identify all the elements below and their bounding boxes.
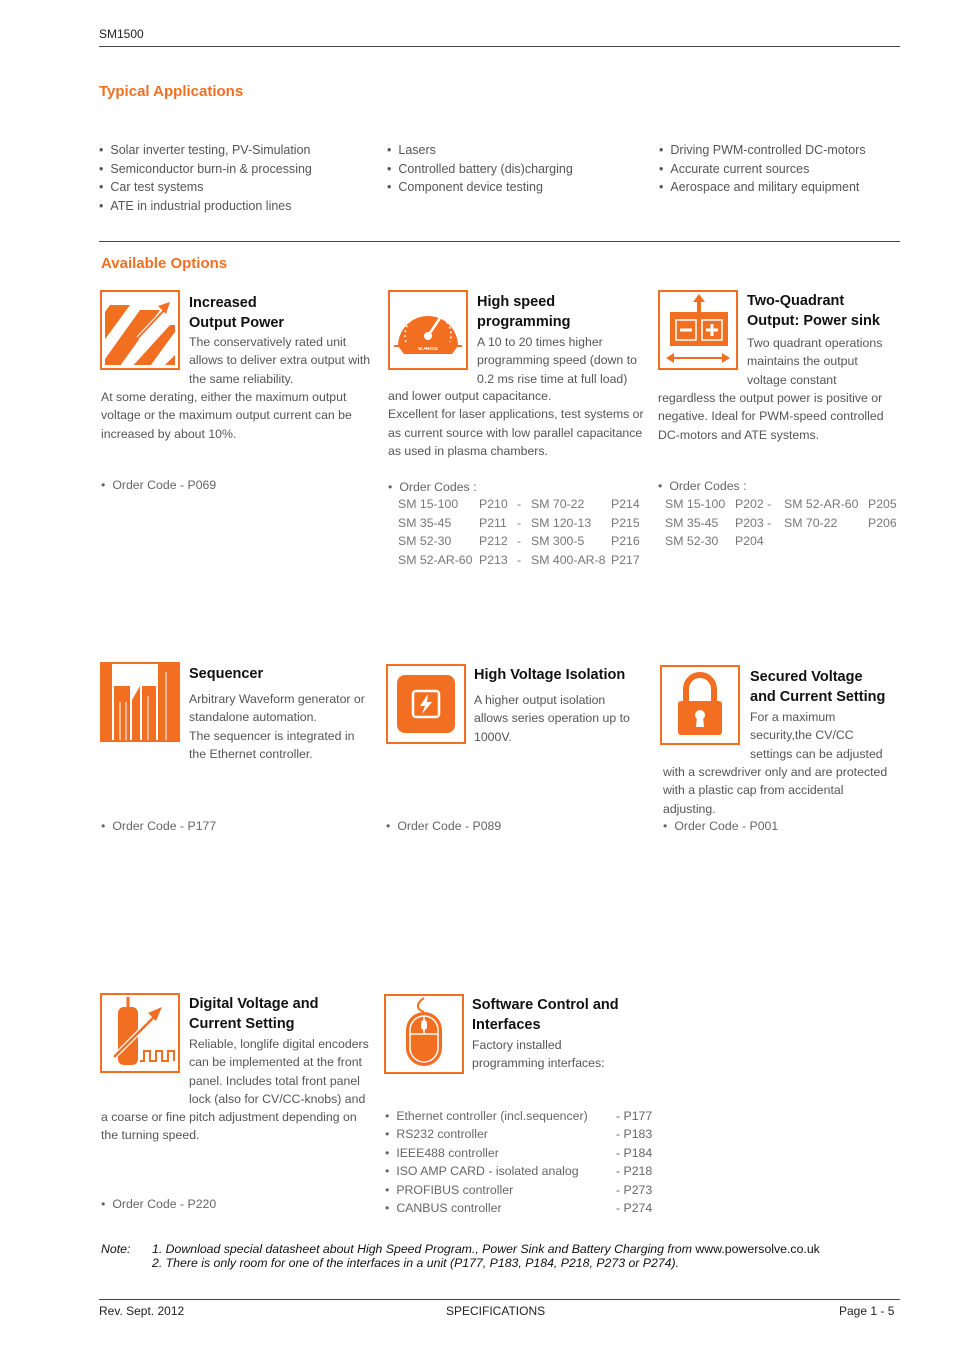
list-item <box>385 1164 655 1182</box>
code-cell: P217 <box>611 552 640 567</box>
high-speed-text-bottom <box>388 387 653 460</box>
text-line: allows to deliver extra output with <box>189 353 371 368</box>
digital-title <box>189 994 318 1034</box>
battery-sink-icon <box>658 290 738 370</box>
two-quadrant-title <box>747 291 880 331</box>
high-speed-title <box>477 292 570 332</box>
code-cell: P205 <box>868 497 897 511</box>
title-line: Interfaces <box>472 1017 541 1033</box>
title-line: Increased <box>189 295 257 311</box>
available-options-title: Available Options <box>101 255 228 272</box>
text-line: Two quadrant operations <box>747 336 883 350</box>
list-item <box>385 1109 655 1127</box>
model-cell <box>784 534 868 553</box>
title-line: Software Control and <box>472 997 619 1013</box>
table-row <box>398 497 640 516</box>
code-cell: P210 <box>479 497 508 511</box>
title-line: Two-Quadrant <box>747 293 845 309</box>
footer-rule <box>99 1299 900 1300</box>
text-line: security,the CV/CC <box>750 728 854 743</box>
high-speed-codes-table <box>398 497 640 571</box>
note-line-2: 2. There is only room for one of the interfaces in a unit (P177, P183, P184, P218, P273 or P274). <box>152 1256 680 1270</box>
header-rule <box>99 46 900 47</box>
code-cell: P203 - <box>735 515 772 530</box>
interface-code: - P274 <box>616 1200 653 1215</box>
secured-order-code: • Order Code - P001 <box>663 819 778 833</box>
text-line: standalone automation. <box>189 710 317 725</box>
list-item: • Solar inverter testing, PV-Simulation <box>99 141 312 160</box>
list-item <box>385 1201 655 1219</box>
dash-cell: - <box>517 552 522 567</box>
interface-code: - P183 <box>616 1127 653 1142</box>
code-cell: P213 <box>479 552 508 567</box>
table-row <box>665 516 897 535</box>
interface-code: - P273 <box>616 1182 653 1197</box>
model-cell: SM 70-22 <box>784 515 838 530</box>
code-cell: P204 <box>735 534 764 548</box>
interface-code: - P184 <box>616 1145 653 1160</box>
software-title <box>472 995 619 1035</box>
text-line: The conservatively rated unit <box>189 335 347 349</box>
software-text <box>472 1036 652 1073</box>
title-line: Output: Power sink <box>747 313 880 329</box>
increased-output-title <box>189 293 284 333</box>
hv-isolation-order-code: • Order Code - P089 <box>386 819 501 833</box>
output-power-icon <box>100 290 180 370</box>
list-item <box>385 1127 655 1145</box>
text-line: For a maximum <box>750 710 836 724</box>
high-speed-order-codes-label: • Order Codes : <box>388 480 477 494</box>
increased-output-text-top <box>189 333 379 388</box>
model-header: SM1500 <box>99 27 144 41</box>
text-line: Factory installed <box>472 1038 562 1052</box>
digital-order-code: • Order Code - P220 <box>101 1197 216 1211</box>
list-item: • Aerospace and military equipment <box>659 178 866 197</box>
list-item: • Lasers <box>387 141 573 160</box>
footer-revision: Rev. Sept. 2012 <box>99 1304 185 1318</box>
applications-list-3 <box>659 141 866 197</box>
code-cell: P202 - <box>735 497 772 511</box>
title-line: High speed <box>477 294 556 310</box>
mouse-icon <box>384 994 464 1074</box>
model-cell: SM 70-22 <box>531 497 585 511</box>
text-line: and lower output capacitance. <box>388 389 552 403</box>
two-quadrant-text-bottom <box>658 389 903 444</box>
text-line: adjusting. <box>663 801 716 816</box>
text-line: negative. Ideal for PWM-speed controlled <box>658 409 884 424</box>
text-line: 1000V. <box>474 729 512 744</box>
text-line: can be implemented at the front <box>189 1055 362 1070</box>
sequencer-order-code: • Order Code - P177 <box>101 819 216 833</box>
dash-cell: - <box>517 534 522 548</box>
list-item: • ATE in industrial production lines <box>99 197 312 216</box>
model-cell: SM 400-AR-8 <box>531 552 606 567</box>
footer-title: SPECIFICATIONS <box>446 1304 546 1318</box>
model-cell: SM 35-45 <box>398 515 452 530</box>
increased-output-text-bottom <box>101 388 381 443</box>
interface-label: • RS232 controller <box>385 1127 488 1141</box>
note-text: 1. Download special datasheet about High Speed Program., Power Sink and Battery Charging from <box>152 1242 696 1256</box>
interface-label: • Ethernet controller (incl.sequencer) <box>385 1109 588 1123</box>
text-line: maintains the output <box>747 354 858 369</box>
text-line: Excellent for laser applications, test systems or <box>388 407 644 422</box>
high-voltage-icon <box>386 664 466 744</box>
text-line: with a screwdriver only and are protected <box>663 765 888 779</box>
two-quadrant-order-codes-label: • Order Codes : <box>658 479 747 493</box>
list-item <box>385 1183 655 1201</box>
table-row <box>398 534 640 553</box>
text-line: The sequencer is integrated in <box>189 728 355 743</box>
secured-title <box>750 667 885 707</box>
text-line: At some derating, either the maximum output <box>101 390 347 404</box>
model-cell: SM 15-100 <box>665 497 726 511</box>
code-cell: P215 <box>611 515 640 530</box>
text-line: as used in plasma chambers. <box>388 443 548 458</box>
high-speed-text-top <box>477 333 652 388</box>
code-cell <box>868 534 897 553</box>
interface-code: - P218 <box>616 1164 653 1179</box>
list-item <box>385 1146 655 1164</box>
typical-applications-title: Typical Applications <box>99 83 244 100</box>
text-line: the Ethernet controller. <box>189 746 313 761</box>
interface-label: • PROFIBUS controller <box>385 1183 513 1197</box>
interface-label: • IEEE488 controller <box>385 1146 499 1160</box>
padlock-icon <box>660 665 740 745</box>
hv-isolation-title: High Voltage Isolation <box>474 667 626 683</box>
applications-list-1 <box>99 141 312 215</box>
title-line: programming <box>477 314 571 330</box>
increased-output-order-code: • Order Code - P069 <box>101 478 216 492</box>
code-cell: P206 <box>868 515 897 530</box>
code-cell: P216 <box>611 534 640 548</box>
text-line: increased by about 10%. <box>101 426 237 441</box>
title-line: Output Power <box>189 315 285 331</box>
model-cell: SM 15-100 <box>398 497 459 511</box>
digital-encoder-icon <box>100 993 180 1073</box>
note-line-1 <box>152 1242 820 1256</box>
secured-text-top <box>750 708 900 763</box>
title-line: and Current Setting <box>750 689 886 705</box>
table-row <box>398 516 640 535</box>
model-cell: SM 52-30 <box>665 534 719 548</box>
text-line: settings can be adjusted <box>750 746 883 761</box>
section-rule <box>99 241 900 242</box>
model-cell: SM 52-AR-60 <box>784 497 859 511</box>
sequencer-waveform-icon <box>100 662 180 742</box>
model-cell: SM 120-13 <box>531 515 592 530</box>
digital-text-top <box>189 1035 379 1108</box>
text-line: panel. Includes total front panel <box>189 1073 360 1088</box>
two-quadrant-text-top <box>747 334 897 389</box>
text-line: programming speed (down to <box>477 353 637 368</box>
text-line: as current source with low parallel capacitance <box>388 425 643 440</box>
text-line: the same reliability. <box>189 371 294 386</box>
list-item: • Driving PWM-controlled DC-motors <box>659 141 866 160</box>
text-line: lock (also for CV/CC-knobs) and <box>189 1091 366 1106</box>
interfaces-list <box>385 1109 655 1219</box>
text-line: Arbitrary Waveform generator or <box>189 692 365 706</box>
list-item: • Accurate current sources <box>659 160 866 179</box>
footer-page-number: Page 1 - 5 <box>839 1304 895 1318</box>
interface-label: • CANBUS controller <box>385 1201 502 1215</box>
dash-cell: - <box>517 515 522 530</box>
table-row <box>398 553 640 572</box>
title-line: Secured Voltage <box>750 669 863 685</box>
code-cell: P214 <box>611 497 640 511</box>
text-line: regardless the output power is positive or <box>658 391 883 405</box>
secured-text-bottom <box>663 763 903 818</box>
list-item: • Component device testing <box>387 178 573 197</box>
list-item: • Semiconductor burn-in & processing <box>99 160 312 179</box>
text-line: A 10 to 20 times higher <box>477 335 603 349</box>
text-line: Reliable, longlife digital encoders <box>189 1037 369 1051</box>
text-line: with a plastic cap from accidental <box>663 783 844 798</box>
dash-cell: - <box>517 497 522 511</box>
applications-list-2 <box>387 141 573 197</box>
title-line: Digital Voltage and <box>189 996 319 1012</box>
hv-isolation-text <box>474 691 649 746</box>
speed-gauge-icon <box>388 290 468 370</box>
model-cell: SM 52-30 <box>398 534 452 548</box>
interface-label: • ISO AMP CARD - isolated analog <box>385 1164 579 1178</box>
list-item: • Car test systems <box>99 178 312 197</box>
code-cell: P212 <box>479 534 508 548</box>
sequencer-title: Sequencer <box>189 666 264 682</box>
title-line: Current Setting <box>189 1016 295 1032</box>
model-cell: SM 52-AR-60 <box>398 552 473 567</box>
table-row <box>665 534 897 553</box>
sequencer-text <box>189 690 384 763</box>
text-line: allows series operation up to <box>474 711 630 726</box>
text-line: voltage or the maximum output current can be <box>101 408 352 423</box>
text-line: DC-motors and ATE systems. <box>658 427 820 442</box>
text-line: the turning speed. <box>101 1128 200 1143</box>
text-line: A higher output isolation <box>474 693 606 707</box>
text-line: 0.2 ms rise time at full load) <box>477 371 628 386</box>
code-cell: P211 <box>479 515 507 530</box>
list-item: • Controlled battery (dis)charging <box>387 160 573 179</box>
text-line: voltage constant <box>747 372 837 387</box>
model-cell: SM 35-45 <box>665 515 719 530</box>
text-line: a coarse or fine pitch adjustment depending on <box>101 1110 357 1124</box>
digital-text-bottom <box>101 1108 381 1145</box>
gauge-label: 0.4ms <box>418 345 438 352</box>
interface-code: - P177 <box>616 1109 653 1123</box>
table-row <box>665 497 897 516</box>
website-link[interactable]: www.powersolve.co.uk <box>695 1242 820 1256</box>
note-label: Note: <box>101 1242 131 1256</box>
two-quadrant-codes-table <box>665 497 897 553</box>
model-cell: SM 300-5 <box>531 534 585 548</box>
text-line: programming interfaces: <box>472 1056 605 1071</box>
